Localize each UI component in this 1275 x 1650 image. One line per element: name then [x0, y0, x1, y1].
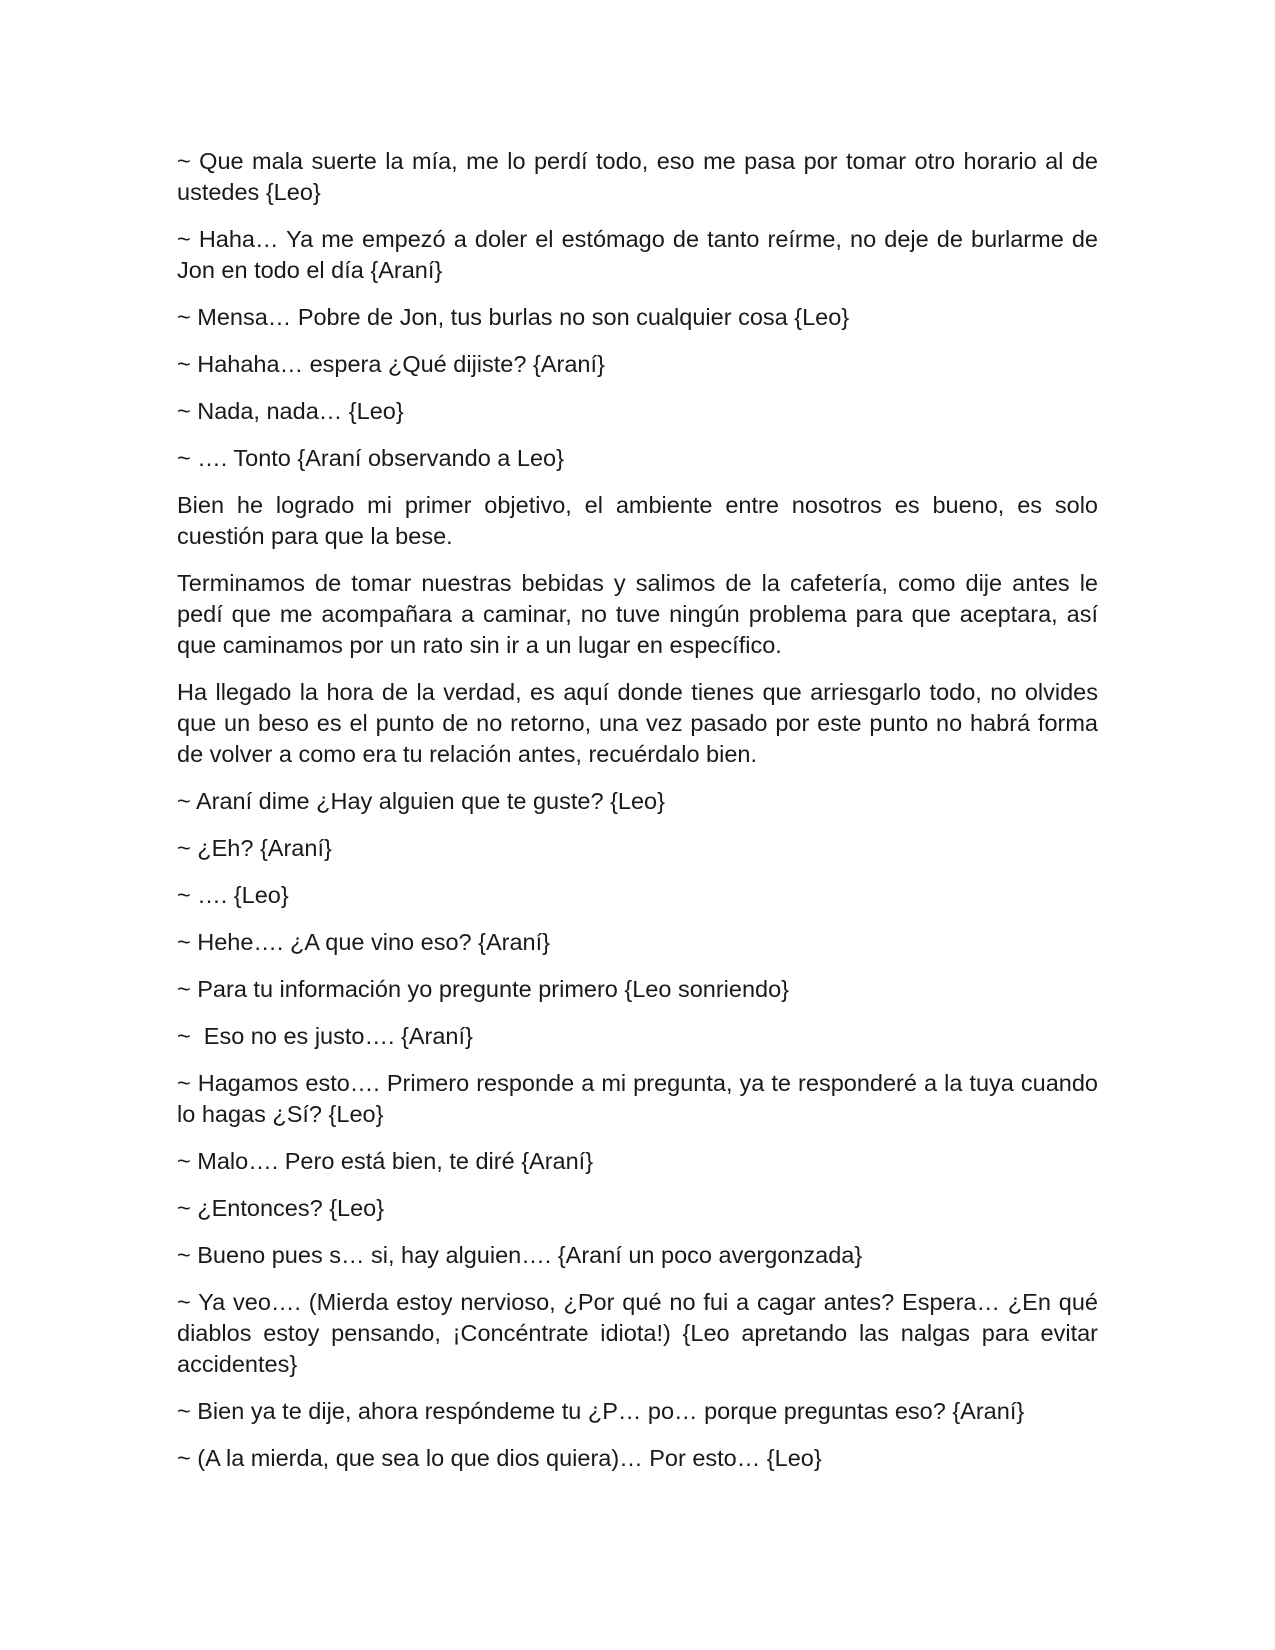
narration-paragraph: Bien he logrado mi primer objetivo, el ambiente entre nosotros es bueno, es solo cuestión para que la bese.	[177, 492, 1098, 549]
dialogue-line: ~ Haha… Ya me empezó a doler el estómago de tanto reírme, no deje de burlarme de Jon en todo el día {Araní}	[177, 226, 1098, 283]
dialogue-line: ~ ¿Entonces? {Leo}	[177, 1195, 385, 1221]
dialogue-line: ~ (A la mierda, que sea lo que dios quiera)… Por esto… {Leo}	[177, 1445, 822, 1471]
dialogue-line: ~ Mensa… Pobre de Jon, tus burlas no son cualquier cosa {Leo}	[177, 304, 850, 330]
narration-paragraph: Ha llegado la hora de la verdad, es aquí donde tienes que arriesgarlo todo, no olvides que un beso es el punto de no retorno, una vez pasado por este punto no habrá forma de volver a como era tu relación antes, recuérdalo bien.	[177, 679, 1098, 767]
dialogue-line: ~ Bien ya te dije, ahora respóndeme tu ¿P… po… porque preguntas eso? {Araní}	[177, 1398, 1025, 1424]
dialogue-line: ~ Hagamos esto…. Primero responde a mi pregunta, ya te responderé a la tuya cuando lo hagas ¿Sí? {Leo}	[177, 1070, 1098, 1127]
dialogue-line: ~ Hehe…. ¿A que vino eso? {Araní}	[177, 929, 550, 955]
dialogue-line: ~ Araní dime ¿Hay alguien que te guste? {Leo}	[177, 788, 665, 814]
dialogue-line: ~ Hahaha… espera ¿Qué dijiste? {Araní}	[177, 351, 605, 377]
dialogue-line: ~ ¿Eh? {Araní}	[177, 835, 332, 861]
narration-paragraph: Terminamos de tomar nuestras bebidas y salimos de la cafetería, como dije antes le pedí que me acompañara a caminar, no tuve ningún problema para que aceptara, así que caminamos por un rato sin ir a un lugar en específico.	[177, 570, 1098, 658]
dialogue-line: ~ …. {Leo}	[177, 882, 289, 908]
dialogue-line: ~ Eso no es justo…. {Araní}	[177, 1023, 473, 1049]
dialogue-line: ~ Para tu información yo pregunte primero {Leo sonriendo}	[177, 976, 790, 1002]
dialogue-line: ~ Bueno pues s… si, hay alguien…. {Araní un poco avergonzada}	[177, 1242, 863, 1268]
dialogue-line: ~ Malo…. Pero está bien, te diré {Araní}	[177, 1148, 594, 1174]
dialogue-line: ~ Ya veo…. (Mierda estoy nervioso, ¿Por qué no fui a cagar antes? Espera… ¿En qué diablos estoy pensando, ¡Concéntrate idiota!) {Leo apretando las nalgas para evitar accidentes}	[177, 1289, 1098, 1377]
document-page	[177, 146, 1098, 1490]
dialogue-line: ~ …. Tonto {Araní observando a Leo}	[177, 445, 564, 471]
dialogue-line: ~ Nada, nada… {Leo}	[177, 398, 404, 424]
dialogue-line: ~ Que mala suerte la mía, me lo perdí todo, eso me pasa por tomar otro horario al de ustedes {Leo}	[177, 148, 1098, 205]
